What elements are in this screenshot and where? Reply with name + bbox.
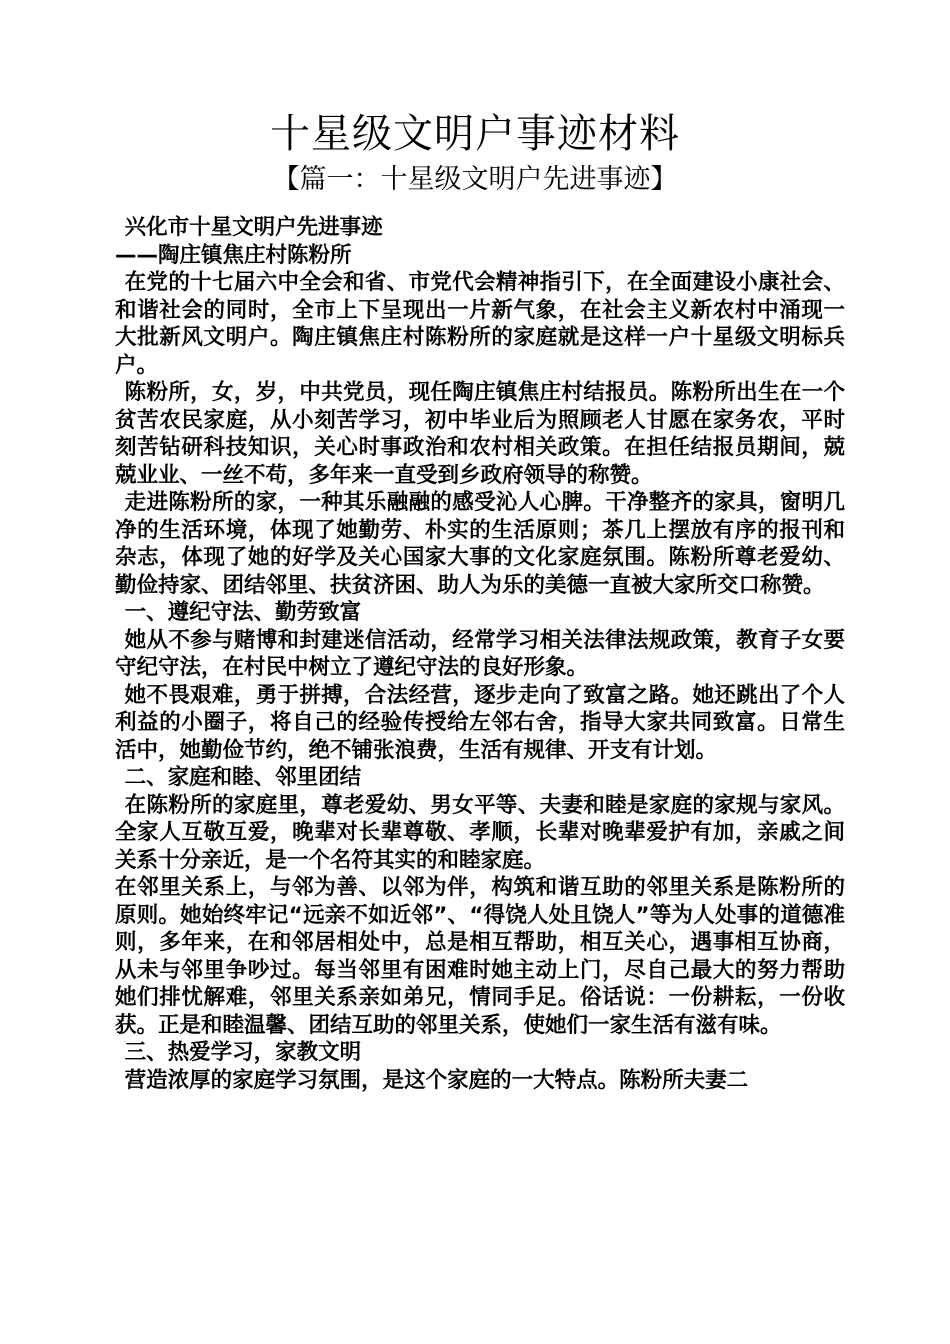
document-title: 十星级文明户事迹材料 — [270, 111, 680, 157]
section-heading: 一、遵纪守法、勤劳致富 — [124, 600, 362, 625]
section-byline: ——陶庄镇焦庄村陈粉所 — [115, 242, 352, 268]
paragraph: 陈粉所，女，岁，中共党员，现任陶庄镇焦庄村结报员。陈粉所出生在一个贫苦农民家庭，从小刻苦学习，初中毕业后为照顾老人甘愿在家务农，平时刻苦钻研科技知识，关心时事政治和农村相关政策。在担任结报员期间，兢兢业业、一丝不苟，多年来一直受到乡政府领导的称赞。 — [115, 380, 845, 488]
paragraph: 她从不参与赌博和封建迷信活动，经常学习相关法律法规政策，教育子女要守纪守法，在村民中树立了遵纪守法的良好形象。 — [115, 627, 845, 680]
document-body — [115, 214, 845, 1094]
section-title: 兴化市十星文明户先进事迹 — [124, 215, 383, 240]
document-subtitle: 【篇一：十星级文明户先进事迹】 — [272, 164, 678, 195]
section-heading: 三、热爱学习，家教文明 — [124, 1040, 362, 1065]
paragraph: 在党的十七届六中全会和省、市党代会精神指引下，在全面建设小康社会、和谐社会的同时，全市上下呈现出一片新气象，在社会主义新农村中涌现一大批新风文明户。陶庄镇焦庄村陈粉所的家庭就是这样一户十星级文明标兵户。 — [115, 270, 845, 378]
paragraph: 走进陈粉所的家，一种其乐融融的感受沁人心脾。干净整齐的家具，窗明几净的生活环境，体现了她勤劳、朴实的生活原则；茶几上摆放有序的报刊和杂志，体现了她的好学及关心国家大事的文化家庭氛围。陈粉所尊老爱幼、勤俭持家、团结邻里、扶贫济困、助人为乐的美德一直被大家所交口称赞。 — [115, 490, 845, 598]
section-heading: 二、家庭和睦、邻里团结 — [124, 765, 362, 790]
paragraph: 在陈粉所的家庭里，尊老爱幼、男女平等、夫妻和睦是家庭的家规与家风。全家人互敬互爱，晚辈对长辈尊敬、孝顺，长辈对晚辈爱护有加，亲戚之间关系十分亲近，是一个名符其实的和睦家庭。 — [115, 792, 845, 873]
paragraph: 营造浓厚的家庭学习氛围，是这个家庭的一大特点。陈粉所夫妻二 — [124, 1067, 749, 1093]
paragraph: 她不畏艰难，勇于拼搏，合法经营，逐步走向了致富之路。她还跳出了个人利益的小圈子，将自己的经验传授给左邻右舍，指导大家共同致富。日常生活中，她勤俭节约，绝不铺张浪费，生活有规律、开支有计划。 — [115, 682, 845, 763]
paragraph: 在邻里关系上，与邻为善、以邻为伴，构筑和谐互助的邻里关系是陈粉所的原则。她始终牢记“远亲不如近邻”、“得饶人处且饶人”等为人处事的道德准则，多年来，在和邻居相处中，总是相互帮助，相互关心，遇事相互协商，从未与邻里争吵过。每当邻里有困难时她主动上门，尽自己最大的努力帮助她们排忧解难，邻里关系亲如弟兄，情同手足。俗话说：一份耕耘，一份收获。正是和睦温馨、团结互助的邻里关系，使她们一家生活有滋有味。 — [115, 875, 845, 1038]
